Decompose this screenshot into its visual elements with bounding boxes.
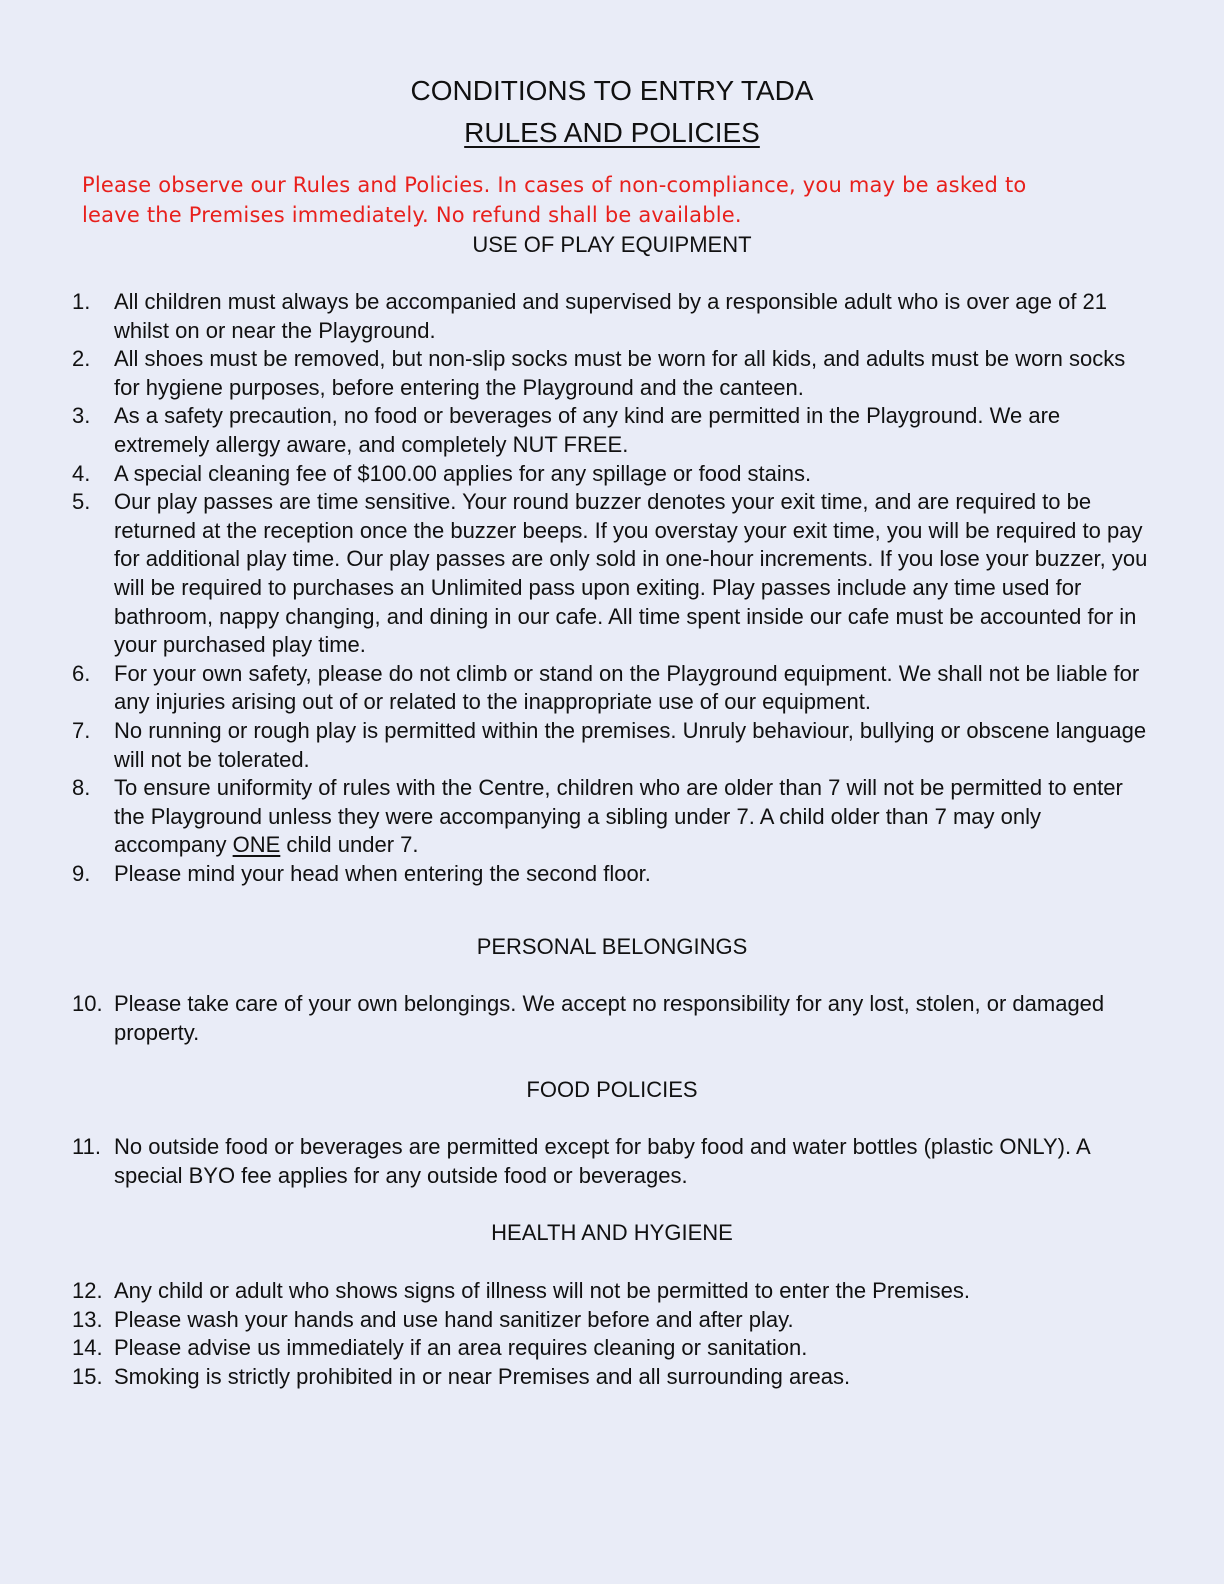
rule-text: A special cleaning fee of $100.00 applies for any spillage or food stains. bbox=[114, 460, 812, 486]
rule-number: 2. bbox=[72, 346, 91, 372]
rules-list-belongings bbox=[72, 990, 1152, 1047]
section-heading-play-equipment: USE OF PLAY EQUIPMENT bbox=[472, 232, 752, 257]
rule-text-part: To ensure uniformity of rules with the Centre, children who are older than 7 will not be permitted to enter the Playground unless they were accompanying a sibling under 7. A child older than 7 may only accompany bbox=[114, 775, 1123, 858]
rule-item bbox=[72, 1133, 1152, 1190]
rule-text-part: child under 7. bbox=[280, 832, 419, 858]
rule-text: Any child or adult who shows signs of illness will not be permitted to enter the Premises. bbox=[114, 1278, 970, 1303]
rule-number: 4. bbox=[72, 460, 91, 486]
rule-text: Smoking is strictly prohibited in or near Premises and all surrounding areas. bbox=[114, 1363, 851, 1389]
rule-item bbox=[72, 860, 1152, 889]
rule-item bbox=[72, 288, 1152, 345]
rule-text: All shoes must be removed, but non-slip socks must be worn for all kids, and adults must be worn socks for hygiene purposes, before entering the Playground and the canteen. bbox=[114, 346, 1126, 400]
rule-text: For your own safety, please do not climb or stand on the Playground equipment. We shall not be liable for any injuries arising out of or related to the inappropriate use of our equipment. bbox=[114, 660, 1140, 715]
rule-number: 11. bbox=[72, 1134, 101, 1159]
rule-item bbox=[72, 345, 1152, 402]
rule-item bbox=[72, 774, 1152, 860]
rule-number: 12. bbox=[72, 1278, 103, 1303]
rule-item bbox=[72, 660, 1152, 717]
rule-number: 7. bbox=[72, 717, 91, 743]
rule-text: As a safety precaution, no food or beverages of any kind are permitted in the Playground. We are extremely allergy aware, and completely NUT FREE. bbox=[114, 403, 1061, 457]
rules-list-play-equipment bbox=[72, 288, 1152, 888]
rule-item bbox=[72, 402, 1152, 459]
rule-item bbox=[72, 717, 1152, 774]
rule-number: 1. bbox=[72, 289, 91, 314]
rule-number: 5. bbox=[72, 489, 91, 515]
rule-text: No running or rough play is permitted within the premises. Unruly behaviour, bullying or obscene language will not be tolerated. bbox=[114, 717, 1147, 772]
rule-number: 3. bbox=[72, 403, 91, 429]
rule-number: 10. bbox=[72, 991, 103, 1016]
rule-item bbox=[72, 1277, 1152, 1306]
document-subtitle: RULES AND POLICIES bbox=[464, 117, 760, 148]
rule-text-emphasis: ONE bbox=[232, 832, 281, 858]
section-heading-belongings: PERSONAL BELONGINGS bbox=[476, 934, 748, 959]
rules-list-food bbox=[72, 1133, 1152, 1190]
rule-text: Our play passes are time sensitive. Your round buzzer denotes your exit time, and are required to be returned at the reception once the buzzer beeps. If you overstay your exit time, you will be required to pay for additional play time. Our play passes are only sold in one-hour increments. If you lose your buzzer, you will be required to purchases an Unlimited pass upon exiting. Play passes include any time used for bathroom, nappy changing, and dining in our cafe. All time spent inside our cafe must be accounted for in your purchased play time. bbox=[114, 489, 1148, 658]
rule-text: Please take care of your own belongings. We accept no responsibility for any lost, stolen, or damaged property. bbox=[114, 991, 1105, 1045]
rule-text: No outside food or beverages are permitted except for baby food and water bottles (plastic ONLY). A special BYO fee applies for any outside food or beverages. bbox=[114, 1134, 1090, 1188]
document-title: CONDITIONS TO ENTRY TADA bbox=[410, 75, 814, 106]
rule-item bbox=[72, 990, 1152, 1047]
notice-line: Please observe our Rules and Policies. In cases of non-compliance, you may be asked to bbox=[82, 173, 1027, 197]
section-heading-health: HEALTH AND HYGIENE bbox=[491, 1220, 733, 1245]
rule-text: Please advise us immediately if an area requires cleaning or sanitation. bbox=[114, 1335, 808, 1361]
rules-list-health bbox=[72, 1277, 1152, 1391]
rule-number: 14. bbox=[72, 1335, 103, 1361]
notice-line: leave the Premises immediately. No refund shall be available. bbox=[82, 203, 742, 227]
rule-text: Please wash your hands and use hand sanitizer before and after play. bbox=[114, 1306, 794, 1332]
compliance-notice bbox=[82, 170, 1162, 230]
rule-number: 13. bbox=[72, 1306, 103, 1332]
section-heading-food: FOOD POLICIES bbox=[526, 1077, 698, 1102]
rule-item bbox=[72, 460, 1152, 489]
rule-item bbox=[72, 1306, 1152, 1335]
rule-number: 8. bbox=[72, 775, 91, 801]
rule-item bbox=[72, 1363, 1152, 1392]
rule-number: 9. bbox=[72, 860, 91, 886]
rule-text: All children must always be accompanied and supervised by a responsible adult who is over age of 21 whilst on or near the Playground. bbox=[114, 289, 1108, 343]
rule-number: 6. bbox=[72, 660, 91, 686]
rule-item bbox=[72, 1334, 1152, 1363]
rule-text: Please mind your head when entering the second floor. bbox=[114, 860, 651, 886]
rule-item bbox=[72, 488, 1152, 660]
rule-number: 15. bbox=[72, 1363, 103, 1389]
rule-text bbox=[114, 775, 1123, 857]
